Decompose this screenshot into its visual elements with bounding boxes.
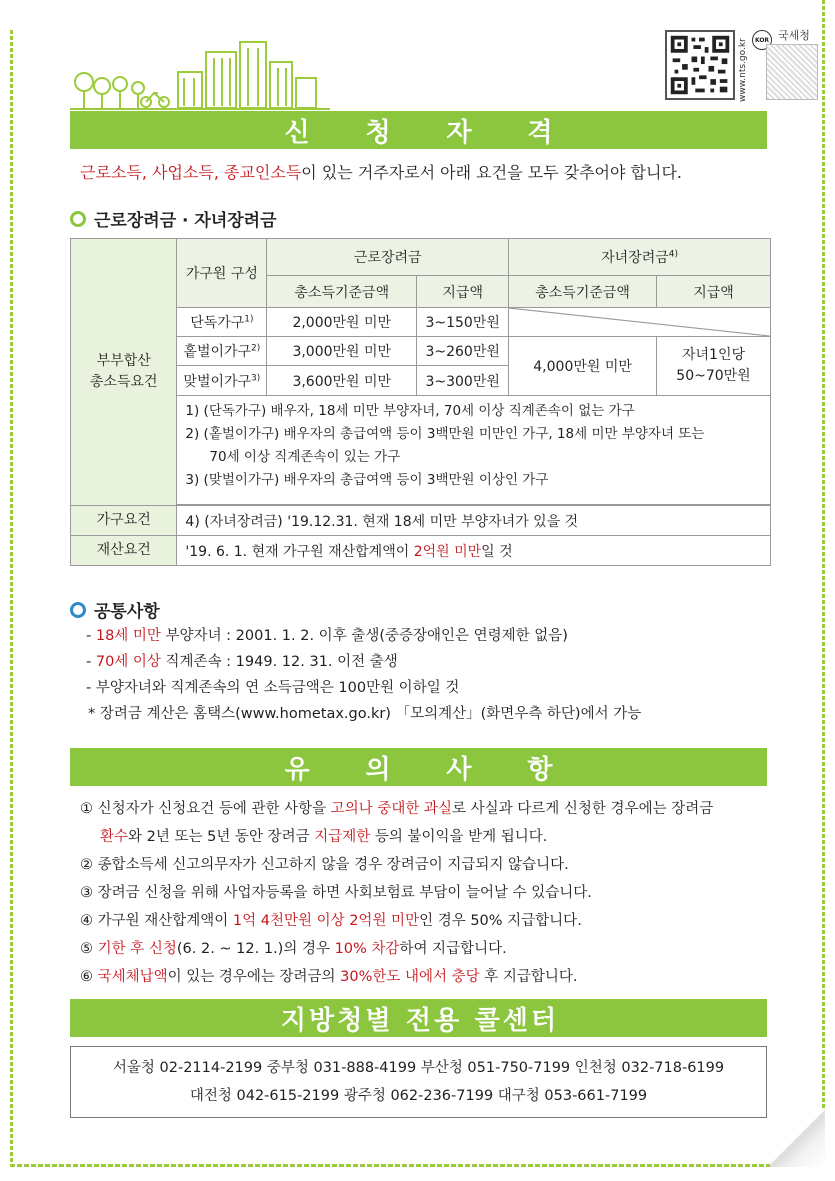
- list-item: - 18세 미만 부양자녀 : 2001. 1. 2. 이후 출생(중증장애인은 연령제한 없음): [86, 628, 568, 644]
- row-type: 홑벌이가구$^{2)}$: [177, 337, 267, 366]
- child-income-cell: 4,000만원 미만: [509, 337, 657, 396]
- list-item: * 장려금 계산은 홈택스(www.hometax.go.kr) 「모의계산」(화면우측 하단)에서 가능: [88, 706, 642, 722]
- intro-rest: 이 있는 거주자로서 아래 요건을 모두 갖추어야 합니다.: [301, 163, 683, 182]
- agency-label: 국세청: [778, 29, 810, 42]
- agency-logo-icon: [766, 44, 818, 100]
- eligibility-title-bar: [70, 111, 767, 149]
- col-work-income: 총소득기준금액: [267, 276, 417, 308]
- row-type: 맞벌이가구$^{3)}$: [177, 366, 267, 396]
- city-skyline-icon: [70, 38, 330, 112]
- household-req: 4) (자녀장려금) '19.12.31. 현재 18세 미만 부양자녀가 있을 것: [177, 506, 771, 536]
- eligibility-table: [70, 238, 771, 566]
- list-item: - 부양자녀와 직계존속의 연 소득금액은 100만원 이하일 것: [86, 680, 460, 696]
- note-2: 2) (홑벌이가구) 배우자의 총급여액 등이 3백만원 미만인 가구, 18세 미만 부양자녀 또는: [185, 425, 705, 442]
- qr-code-icon[interactable]: [665, 30, 735, 100]
- diagonal-line: [509, 308, 770, 336]
- cautions-title: 유 의 사 항: [284, 754, 576, 785]
- income-req-label: 부부합산 총소득요건: [71, 239, 177, 506]
- cautions-title-bar: [70, 748, 767, 786]
- note-2-cont: 70세 이상 직계존속이 있는 가구: [209, 448, 401, 465]
- col-household: 가구원 구성: [177, 239, 267, 308]
- row-income: 3,000만원 미만: [267, 337, 417, 366]
- col-child-amount: 지급액: [657, 276, 771, 308]
- eligibility-title: 신 청 자 격: [284, 117, 576, 148]
- note-3: 3) (맞벌이가구) 배우자의 총급여액 등이 3백만원 이상인 가구: [185, 471, 549, 488]
- group-child: 자녀장려금$^{4)}$: [509, 239, 771, 276]
- eligibility-intro: [80, 160, 682, 183]
- col-child-income: 총소득기준금액: [509, 276, 657, 308]
- callcenter-title-bar: [70, 999, 767, 1037]
- list-item: - 70세 이상 직계존속 : 1949. 12. 31. 이전 출생: [86, 654, 398, 670]
- row-amount: 3~150만원: [417, 308, 509, 337]
- list-item: 환수와 2년 또는 5년 동안 장려금 지급제한 등의 불이익을 받게 됩니다.: [100, 829, 548, 845]
- child-amount-cell: 자녀1인당 50~70만원: [657, 337, 771, 396]
- row-amount: 3~260만원: [417, 337, 509, 366]
- kor-badge-icon: KOR: [752, 30, 772, 50]
- household-notes: [177, 396, 771, 505]
- callcenter-line-2: 대전청 042-615-2199 광주청 062-236-7199 대구청 053-661-7199: [189, 1088, 648, 1104]
- website-url-vertical: www.nts.go.kr: [738, 38, 748, 102]
- property-req: '19. 6. 1. 현재 가구원 재산합계액이 2억원 미만일 것: [177, 536, 771, 566]
- ring-bullet-icon: [70, 602, 86, 618]
- incentive-subhead: [70, 206, 277, 231]
- callcenter-box: [70, 1046, 767, 1118]
- row-income: 3,600만원 미만: [267, 366, 417, 396]
- row-type: 단독가구$^{1)}$: [177, 308, 267, 337]
- household-req-label: 가구요건: [71, 506, 177, 536]
- intro-highlight: 근로소득, 사업소득, 종교인소득: [80, 163, 302, 182]
- row-amount: 3~300만원: [417, 366, 509, 396]
- page-border-left: [10, 30, 13, 1165]
- common-list: [86, 623, 641, 727]
- note-1: 1) (단독가구) 배우자, 18세 미만 부양자녀, 70세 이상 직계존속이 없는 가구: [185, 403, 635, 419]
- list-item: ④ 가구원 재산합계액이 1억 4천만원 이상 2억원 미만인 경우 50% 지급합니다.: [80, 913, 582, 929]
- page-border-right: [822, 0, 825, 1165]
- incentive-subhead-text: 근로장려금 · 자녀장려금: [94, 211, 277, 231]
- callcenter-title: 지방청별 전용 콜센터: [280, 1005, 560, 1036]
- list-item: ⑥ 국세체납액이 있는 경우에는 장려금의 30%한도 내에서 충당 후 지급합니다.: [80, 969, 578, 985]
- page-curl-decoration: [770, 1110, 825, 1167]
- ring-bullet-icon: [70, 211, 86, 227]
- common-subhead: [70, 597, 160, 622]
- property-req-label: 재산요건: [71, 536, 177, 566]
- group-work: 근로장려금: [267, 239, 509, 276]
- list-item: ③ 장려금 신청을 위해 사업자등록을 하면 사회보험료 부담이 늘어날 수 있습니다.: [80, 885, 592, 901]
- row-income: 2,000만원 미만: [267, 308, 417, 337]
- na-cell: [509, 308, 771, 337]
- cautions-list: [80, 795, 713, 991]
- common-subhead-text: 공통사항: [94, 602, 160, 622]
- callcenter-line-1: 서울청 02-2114-2199 중부청 031-888-4199 부산청 051-750-7199 인천청 032-718-6199: [112, 1060, 725, 1076]
- list-item: ② 종합소득세 신고의무자가 신고하지 않을 경우 장려금이 지급되지 않습니다.: [80, 857, 569, 873]
- page-border-bottom: [10, 1164, 822, 1167]
- list-item: ⑤ 기한 후 신청(6. 2. ~ 12. 1.)의 경우 10% 차감하여 지급합니다.: [80, 941, 507, 957]
- list-item: ① 신청자가 신청요건 등에 관한 사항을 고의나 중대한 과실로 사실과 다르게 신청한 경우에는 장려금: [80, 801, 714, 817]
- col-work-amount: 지급액: [417, 276, 509, 308]
